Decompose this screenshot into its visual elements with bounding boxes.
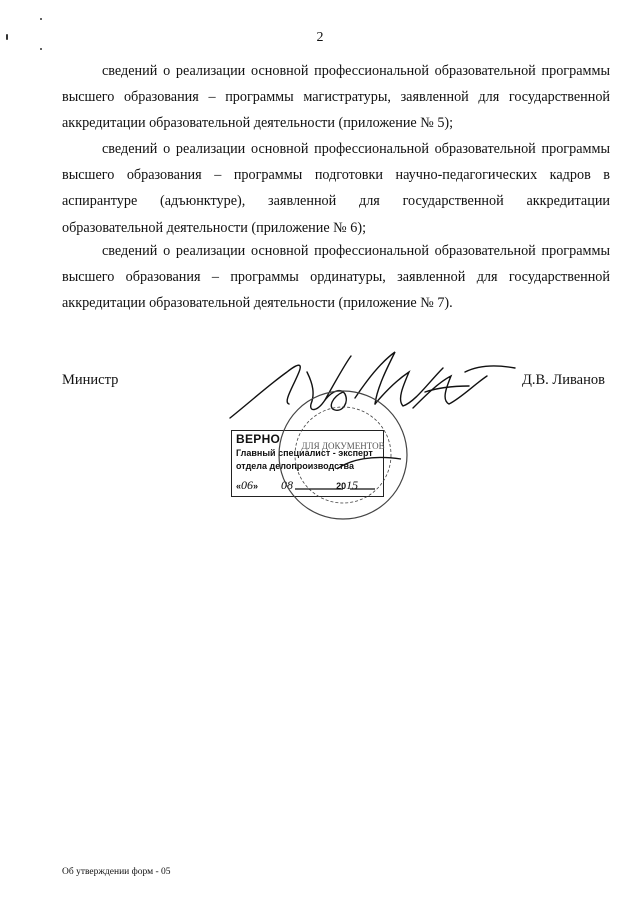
stamp-date-year-prefix: 20 — [336, 481, 347, 491]
scan-dot — [6, 34, 8, 40]
stamp-department: отдела делопроизводства — [236, 461, 354, 471]
stamp-date-year-suffix: 15 — [346, 478, 359, 492]
stamp-position: Главный специалист - эксперт — [236, 448, 373, 458]
seal-text: ДЛЯ ДОКУМЕНТОВ — [301, 441, 385, 451]
stamp-date-day: 06 — [241, 478, 254, 492]
stamp-date-month: 08 — [281, 478, 294, 492]
round-seal — [225, 385, 425, 525]
scan-dot — [40, 48, 42, 50]
scan-dot — [40, 18, 42, 20]
stamp-date: «06» 08 2015 — [236, 478, 359, 492]
signatory-title: Министр — [62, 372, 119, 388]
stamp-title: ВЕРНО — [236, 432, 281, 446]
paragraph-appendix-7: сведений о реализации основной профессиональной образовательной программы высшего образования – программы ординатуры, заявленной для государственной аккредитации образовательной деятельности (приложение № 7). — [62, 243, 610, 312]
footer-note: Об утверждении форм - 05 — [62, 867, 171, 877]
page-number: 2 — [316, 30, 324, 45]
paragraph-appendix-6: сведений о реализации основной профессиональной образовательной программы высшего образования – программы подготовки научно-педагогических кадров в аспирантуре (адъюнктуре), заявленной для государственной аккредитации образовательной деятельности (приложение № 6); — [62, 141, 610, 236]
signatory-name: Д.В. Ливанов — [522, 372, 605, 388]
paragraph-appendix-5: сведений о реализации основной профессиональной образовательной программы высшего образования – программы магистратуры, заявленной для государственной аккредитации образовательной деятельности (приложение № 5); — [62, 63, 610, 132]
